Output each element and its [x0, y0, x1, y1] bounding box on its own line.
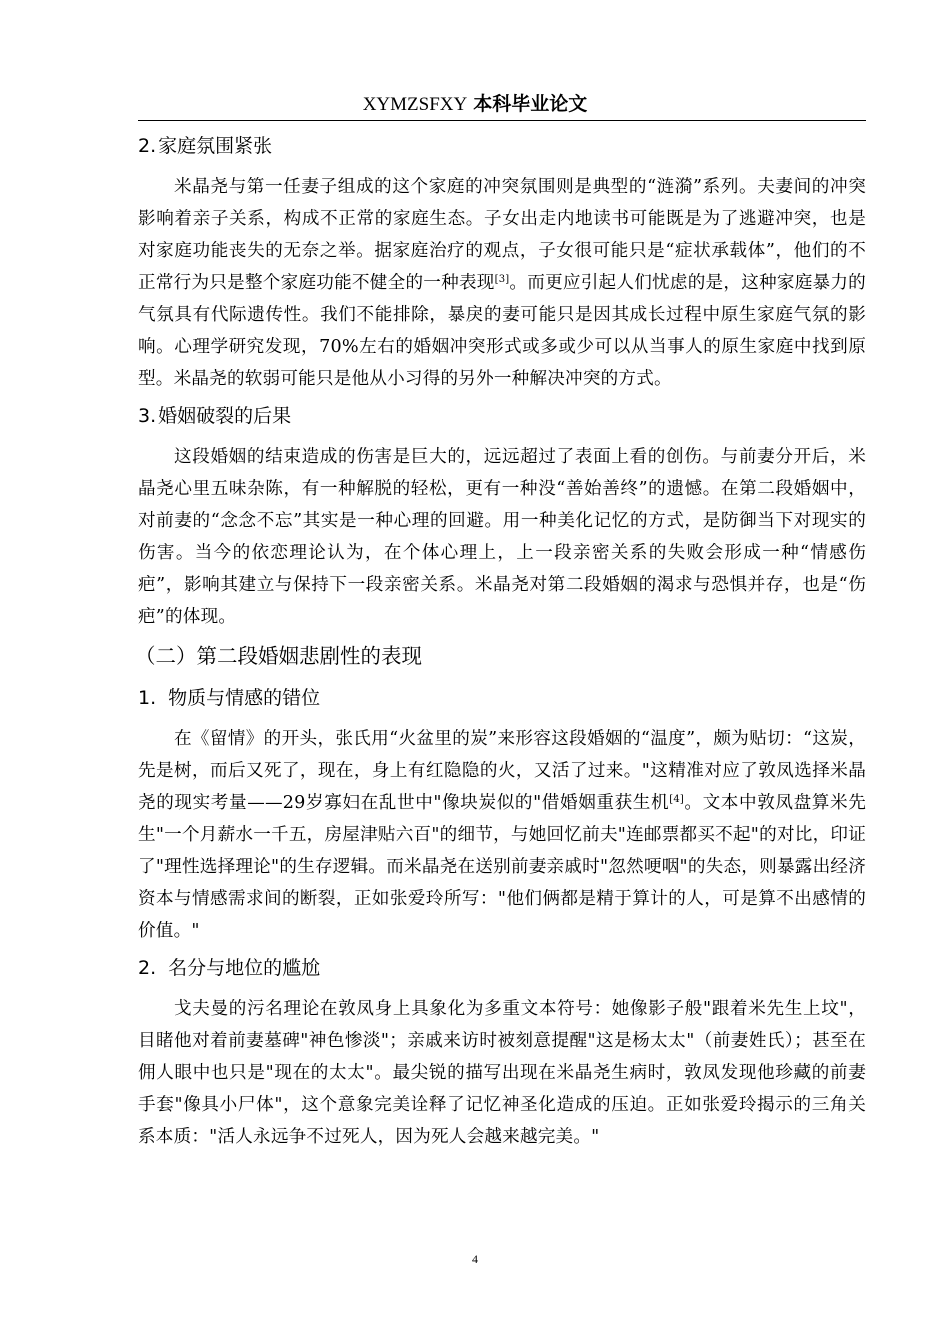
header-code: XYMZSFXY	[362, 94, 468, 115]
part-heading-second-marriage: （二）第二段婚姻悲剧性的表现	[135, 644, 422, 668]
section-number: 1.	[138, 687, 157, 709]
page-body	[135, 131, 866, 1159]
section-title: 婚姻破裂的后果	[158, 405, 292, 427]
section-heading-marriage-breakup	[138, 401, 866, 431]
section-heading-status	[138, 953, 866, 983]
paragraph-text: 这段婚姻的结束造成的伤害是巨大的，远远超过了表面上看的创伤。与前妻分开后，米晶尧心里五味杂陈，有一种解脱的轻松，更有一种没“善始善终”的遗憾。在第二段婚姻中，对前妻的“念念不忘”其实是一种心理的回避。用一种美化记忆的方式，是防御当下对现实的伤害。当今的依恋理论认为，在个体心理上，上一段亲密关系的失败会形成一种“情感伤疤”，影响其建立与保持下一段亲密关系。米晶尧对第二段婚姻的渴求与恐惧并存，也是“伤疤”的体现。	[138, 447, 866, 627]
section-title: 家庭氛围紧张	[158, 135, 273, 157]
section-heading-family-atmosphere	[138, 131, 866, 161]
header-divider	[138, 120, 866, 121]
paragraph-family-atmosphere	[138, 171, 866, 395]
paragraph-status	[138, 993, 866, 1153]
section-title: 物质与情感的错位	[168, 687, 321, 709]
paragraph-text: 戈夫曼的污名理论在敦凤身上具象化为多重文本符号：她像影子般"跟着米先生上坟"，目睹他对着前妻墓碑"神色惨淡"；亲戚来访时被刻意提醒"这是杨太太"（前妻姓氏）；甚至在佣人眼中也只是"现在的太太"。最尖锐的描写出现在米晶尧生病时，敦凤发现他珍藏的前妻手套"像具小尸体"，这个意象完美诠释了记忆神圣化造成的压迫。正如张爱玲揭示的三角关系本质："活人永远争不过死人，因为死人会越来越完美。"	[138, 999, 866, 1147]
citation-4: [4]	[669, 794, 684, 805]
paragraph-text: 。文本中敦凤盘算米先生"一个月薪水一千五，房屋津贴六百"的细节，与她回忆前夫"连邮票都买不起"的对比，印证了"理性选择理论"的生存逻辑。而米晶尧在送别前妻亲戚时"忽然哽咽"的失态，则暴露出经济资本与情感需求间的断裂，正如张爱玲所写："他们俩都是精于算计的人，可是算不出感情的价值。"	[138, 793, 866, 941]
header-title: 本科毕业论文	[473, 93, 588, 115]
section-number: 2.	[138, 957, 157, 979]
section-number: 3.	[138, 405, 157, 427]
section-number: 2.	[138, 135, 157, 157]
page-number: 4	[472, 1252, 478, 1266]
paragraph-material-emotion	[138, 723, 866, 947]
citation-3: [3]	[494, 274, 510, 285]
section-title: 名分与地位的尴尬	[168, 957, 321, 979]
page-header	[0, 92, 950, 117]
paragraph-marriage-breakup	[138, 441, 866, 633]
paragraph-text: 米晶尧与第一任妻子组成的这个家庭的冲突氛围则是典型的“涟漪”系列。夫妻间的冲突影响着亲子关系，构成不正常的家庭生态。子女出走内地读书可能既是为了逃避冲突，也是对家庭功能丧失的无奈之举。据家庭治疗的观点，子女很可能只是“症状承载体”，他们的不正常行为只是整个家庭功能不健全的一种表现	[138, 177, 866, 293]
paragraph-text: 。而更应引起人们忧虑的是，这种家庭暴力的气氛具有代际遗传性。我们不能排除，暴戾的妻可能只是因其成长过程中原生家庭气氛的影响。心理学研究发现，70%左右的婚姻冲突形式或多或少可以从当事人的原生家庭中找到原型。米晶尧的软弱可能只是他从小习得的另外一种解决冲突的方式。	[138, 273, 866, 389]
section-heading-material-emotion	[138, 683, 866, 713]
paragraph-text: 在《留情》的开头，张氏用“火盆里的炭”来形容这段婚姻的“温度”，颇为贴切：“这炭，先是树，而后又死了，现在，身上有红隐隐的火，又活了过来。"这精准对应了敦凤选择米晶尧的现实考量——29岁寡妇在乱世中"像块炭似的"借婚姻重获生机	[138, 729, 866, 813]
